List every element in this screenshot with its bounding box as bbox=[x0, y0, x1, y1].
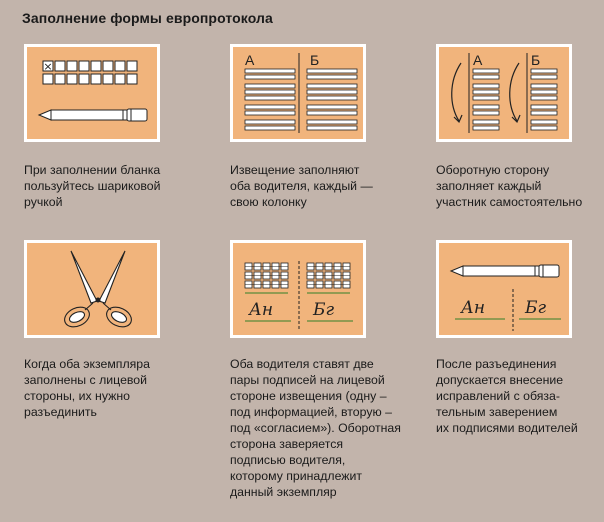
panel-4-illustration bbox=[24, 240, 160, 338]
signature-a: Ан bbox=[461, 298, 486, 318]
signature-b: Бг bbox=[313, 300, 335, 320]
back-side-form-b bbox=[531, 69, 557, 130]
back-side-form-a bbox=[473, 69, 499, 130]
page-title: Заполнение формы европротокола bbox=[22, 10, 273, 26]
panel-2-illustration bbox=[230, 44, 366, 142]
column-b-form bbox=[307, 69, 357, 130]
panel-1-caption: При заполнении бланка пользуйтесь шариковой ручкой bbox=[24, 163, 161, 209]
panel-2-caption: Извещение заполняют оба водителя, каждый — свою колонку bbox=[230, 163, 373, 209]
panel-3-illustration bbox=[436, 44, 572, 142]
panel-6-caption: После разъединения допускается внесение исправлений с обяза- тельным заверением их подписями водителей bbox=[436, 357, 578, 435]
panel-4-caption: Когда оба экземпляра заполнены с лицевой стороны, их нужно разъединить bbox=[24, 357, 150, 419]
panel-6-illustration bbox=[436, 240, 572, 338]
scissors-icon bbox=[61, 251, 134, 331]
checkbox-mark: × bbox=[43, 60, 53, 73]
panel-3-caption: Оборотную сторону заполняет каждый участник самостоятельно bbox=[436, 163, 583, 209]
pen-icon bbox=[39, 109, 147, 121]
column-a-label: А bbox=[245, 52, 255, 68]
form-checkbox-grid bbox=[43, 61, 137, 84]
panel-1-illustration bbox=[24, 44, 160, 142]
column-a-form bbox=[245, 69, 295, 130]
pen-icon bbox=[451, 265, 559, 277]
panel-5-caption: Оба водителя ставят две пары подписей на лицевой стороне извещения (одну – под информацией, вторую – под «согласием»). Оборотная сторона заверяется подписью водителя, которому принадлежит данный экземпляр bbox=[230, 357, 401, 499]
column-b-label: Б bbox=[531, 52, 541, 68]
column-b-label: Б bbox=[310, 52, 320, 68]
panel-5-illustration bbox=[230, 240, 366, 338]
signature-a: Ан bbox=[249, 300, 274, 320]
column-a-label: А bbox=[473, 52, 483, 68]
signature-b: Бг bbox=[525, 298, 547, 318]
